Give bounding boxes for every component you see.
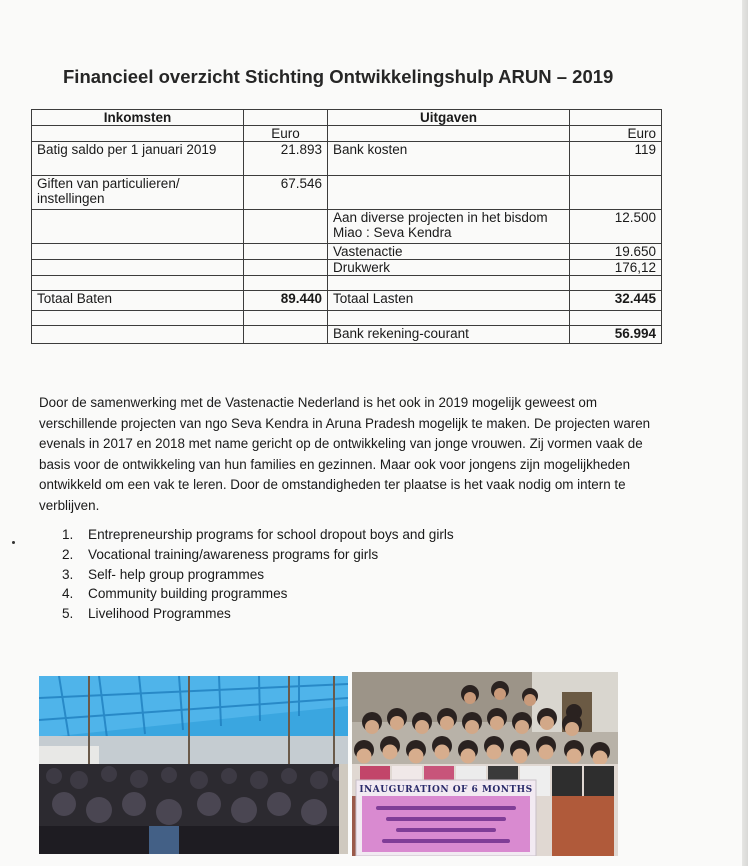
photo-group-with-banner	[352, 672, 618, 856]
bank-value: 56.994	[570, 326, 662, 344]
list-text: Self- help group programmes	[88, 566, 265, 582]
total-expenses-label: Totaal Lasten	[328, 291, 570, 311]
total-income-value: 89.440	[244, 291, 328, 311]
expense-value: 12.500	[570, 210, 662, 244]
income-label: Batig saldo per 1 januari 2019	[32, 142, 244, 176]
list-item	[62, 565, 454, 585]
header-expenses: Uitgaven	[328, 110, 570, 126]
list-number: 2.	[62, 546, 74, 562]
income-label: Giften van particulieren/ instellingen	[32, 176, 244, 210]
list-number: 4.	[62, 586, 74, 602]
list-number: 3.	[62, 566, 74, 582]
income-value: 67.546	[244, 176, 328, 210]
total-income-label: Totaal Baten	[32, 291, 244, 311]
list-number: 1.	[62, 527, 74, 542]
scan-speck	[12, 541, 15, 544]
list-text: Entrepreneurship programs for school dropout boys and girls	[88, 527, 454, 542]
list-item	[62, 545, 454, 565]
table-total-row	[32, 291, 662, 311]
table-row	[32, 244, 662, 260]
list-item	[62, 525, 454, 545]
list-text: Vocational training/awareness programs for girls	[88, 546, 379, 562]
page-edge-shadow	[742, 0, 748, 866]
list-text: Community building programmes	[88, 586, 288, 602]
header-income: Inkomsten	[32, 110, 244, 126]
expense-value: 176,12	[570, 260, 662, 276]
currency-income: Euro	[244, 126, 328, 142]
currency-expenses: Euro	[570, 126, 662, 142]
table-bank-row	[32, 326, 662, 344]
table-row	[32, 210, 662, 244]
banner-heading: INAUGURATION OF 6 MONTHS	[359, 785, 533, 795]
table-row	[32, 142, 662, 176]
body-paragraph: Door de samenwerking met de Vastenactie Nederland is het ook in 2019 mogelijk geweest om verschillende projecten van ngo Seva Kendra in Aruna Pradesh mogelijk te maken. De projecten waren evenals in 2017 en 2018 met name gericht op de ontwikkeling van jonge vrouwen. Zij vormen vaak de basis voor de ontwikkeling van hun families en gezinnen. Maar ook voor jongens zijn mogelijkheden ontwikkeld om een vak te leren. Door de omstandigheden ter plaatse is het vaak nodig om intern te verblijven.	[39, 395, 651, 513]
financial-table	[31, 109, 662, 344]
bank-label: Bank rekening-courant	[328, 326, 570, 344]
expense-label: Drukwerk	[328, 260, 570, 276]
expense-value: 19.650	[570, 244, 662, 260]
total-expenses-value: 32.445	[570, 291, 662, 311]
income-value: 21.893	[244, 142, 328, 176]
table-currency-row	[32, 126, 662, 142]
table-header-row	[32, 110, 662, 126]
table-row	[32, 260, 662, 276]
expense-label: Aan diverse projecten in het bisdom Miao : Seva Kendra	[328, 210, 570, 244]
table-spacer-row	[32, 276, 662, 291]
expense-label: Bank kosten	[328, 142, 570, 176]
expense-value: 119	[570, 142, 662, 176]
list-item	[62, 604, 454, 624]
table-row	[32, 176, 662, 210]
photo-crowd-under-tarp	[39, 676, 348, 854]
expense-label: Vastenactie	[328, 244, 570, 260]
list-number: 5.	[62, 606, 74, 622]
list-item	[62, 584, 454, 604]
document-title: Financieel overzicht Stichting Ontwikkelingshulp ARUN – 2019	[63, 66, 614, 87]
table-spacer-row	[32, 311, 662, 326]
list-text: Livelihood Programmes	[88, 606, 231, 622]
program-list	[62, 525, 454, 624]
